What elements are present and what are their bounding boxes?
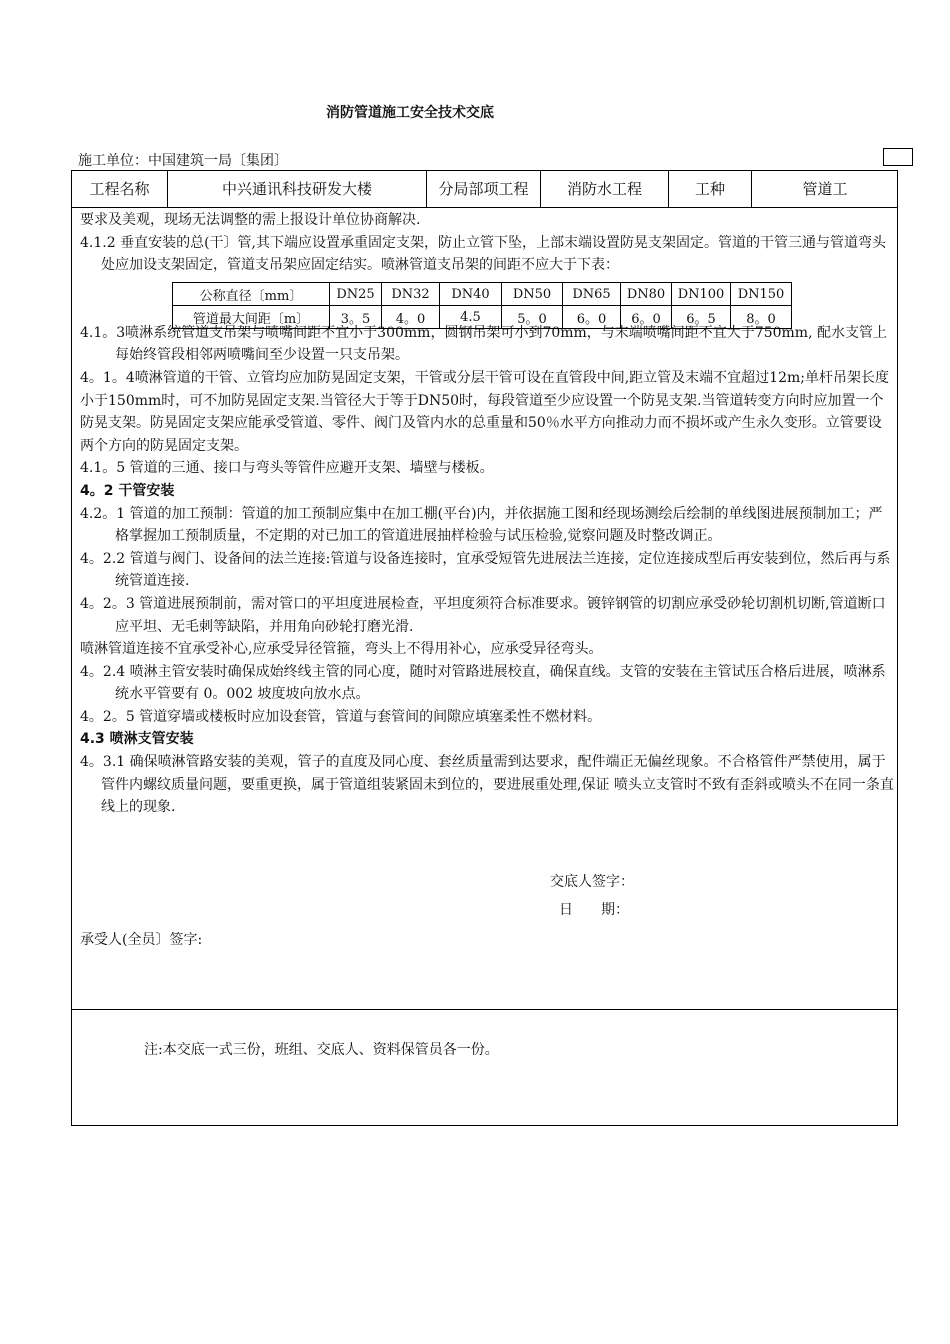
paragraph-4-1-3: 4.1。3喷淋系统管道支吊架与喷嘴间距不宜小于300mm，圆钢吊架可小到70mm，与末端喷嘴间距不宜大于750mm, 配水支管上每始终管段相邻两喷嘴间至少设置一只支吊架。 (80, 324, 887, 364)
sub-project-value: 消防水工程 (541, 171, 669, 207)
project-name-label: 工程名称 (72, 171, 168, 207)
paragraph-fittings: 喷淋管道连接不宜承受补心,应承受异径管箍，弯头上不得用补心，应承受异径弯头。 (80, 641, 603, 658)
page-number-box (883, 148, 913, 166)
date-label: 日 期： (559, 902, 629, 918)
table-cell: DN80 (621, 283, 672, 306)
table-cell: 4.5 (440, 306, 502, 329)
table-cell: 5。0 (502, 306, 563, 329)
project-name-value: 中兴通讯科技研发大楼 (168, 171, 427, 207)
table-cell: DN40 (440, 283, 502, 306)
section-heading-4-2: 4。2 干管安装 (80, 482, 175, 499)
support-spacing-table (172, 282, 792, 329)
note-divider (72, 1009, 897, 1010)
table-cell: 4。0 (382, 306, 440, 329)
document-title: 消防管道施工安全技术交底 (326, 105, 494, 121)
discloser-signature-label: 交底人签字： (550, 874, 634, 890)
table-cell: 8。0 (731, 306, 792, 329)
table-cell: 公称直径〔mm〕 (173, 283, 330, 306)
paragraph-4-1-4: 4。1。4喷淋管道的干管、立管均应加防晃固定支架，干管或分层干管可设在直管段中间,距立管及末端不宜超过12m;单杆吊架长度小于150mm时，可不加防晃固定支架.当管径大于等于DN50时，每段管道至少应设置一个防晃支架.当管道转变方向时应加置一个防晃支架。防晃固定支架应能承受管道、零件、阀门及管内水的总重量和50％水平方向推动力而不损坏或产生永久变形。立管要设两个方向的防晃固定支架。 (80, 369, 889, 454)
trade-label: 工种 (669, 171, 752, 207)
paragraph: 要求及美观，现场无法调整的需上报设计单位协商解决. (80, 212, 421, 228)
table-cell: DN50 (502, 283, 563, 306)
paragraph-4-2-2: 4。2.2 管道与阀门、设备间的法兰连接:管道与设备连接时，宜承受短管先进展法兰连接，定位连接成型后再安装到位，然后再与系统管道连接. (80, 550, 891, 590)
sub-project-label: 分局部项工程 (427, 171, 541, 207)
table-cell: DN100 (672, 283, 731, 306)
paragraph-4-2-4: 4。2.4 喷淋主管安装时确保成始终线主管的同心度，随时对管路进展校直，确保直线。支管的安装在主管试压合格后进展，喷淋系统水平管要有 0。002 坡度坡向放水点。 (80, 663, 886, 703)
paragraph-4-2-3: 4。2。3 管道进展预制前，需对管口的平坦度进展检查，平坦度须符合标准要求。镀锌钢管的切割应承受砂轮切割机切断,管道断口应平坦、无毛刺等缺陷，并用角向砂轮打磨光滑. (80, 595, 886, 635)
table-row (173, 283, 792, 306)
table-cell: DN65 (563, 283, 621, 306)
table-cell: DN25 (330, 283, 382, 306)
disclosure-form (71, 170, 898, 1126)
table-cell: 管道最大间距〔m〕 (173, 306, 330, 329)
table-cell: DN150 (731, 283, 792, 306)
paragraph-4-2-5: 4。2。5 管道穿墙或楼板时应加设套管，管道与套管间的间隙应填塞柔性不燃材料。 (80, 708, 602, 725)
paragraph-4-1-5: 4.1。5 管道的三通、接口与弯头等管件应避开支架、墙壁与楼板。 (80, 460, 494, 477)
table-cell: 6。5 (672, 306, 731, 329)
paragraph-4-3-1: 4。3.1 确保喷淋管路安装的美观，管子的直度及同心度、套丝质量需到达要求，配件端正无偏丝现象。不合格管件严禁使用，属于管件内螺纹质量问题，要重更换，属于管道组装紧固未到位的，要进展重处理,保证 喷头立支管时不致有歪斜或喷头不在同一条直线上的现象. (80, 754, 894, 816)
header-row (72, 171, 897, 208)
distribution-note: 注:本交底一式三份，班组、交底人、资料保管员各一份。 (144, 1042, 499, 1058)
section-heading-4-3: 4.3 喷淋支管安装 (80, 731, 194, 748)
table-cell: 6。0 (563, 306, 621, 329)
table-row (173, 306, 792, 329)
receiver-signature-label: 承受人(全员〕签字: (80, 932, 203, 948)
table-cell: 3。5 (330, 306, 382, 329)
paragraph-4-1-2: 4.1.2 垂直安装的总(干〕管,其下端应设置承重固定支架，防止立管下坠，上部末端设置防晃支架固定。管道的干管三通与管道弯头处应加设支架固定，管道支吊架应固定结实。喷淋管道支吊架的间距不应大于下表： (80, 234, 886, 274)
trade-value: 管道工 (802, 180, 848, 198)
table-cell: 6。0 (621, 306, 672, 329)
table-cell: DN32 (382, 283, 440, 306)
paragraph-4-2-1: 4.2。1 管道的加工预制：管道的加工预制应集中在加工棚(平台)内，并依据施工图和经现场测绘后绘制的单线图进展预制加工；严格掌握加工预制质量，不定期的对已加工的管道进展抽样检验与试压检验,觉察问题及时整改调正。 (80, 505, 883, 545)
construction-unit: 施工单位：中国建筑一局〔集团〕 (78, 153, 288, 169)
